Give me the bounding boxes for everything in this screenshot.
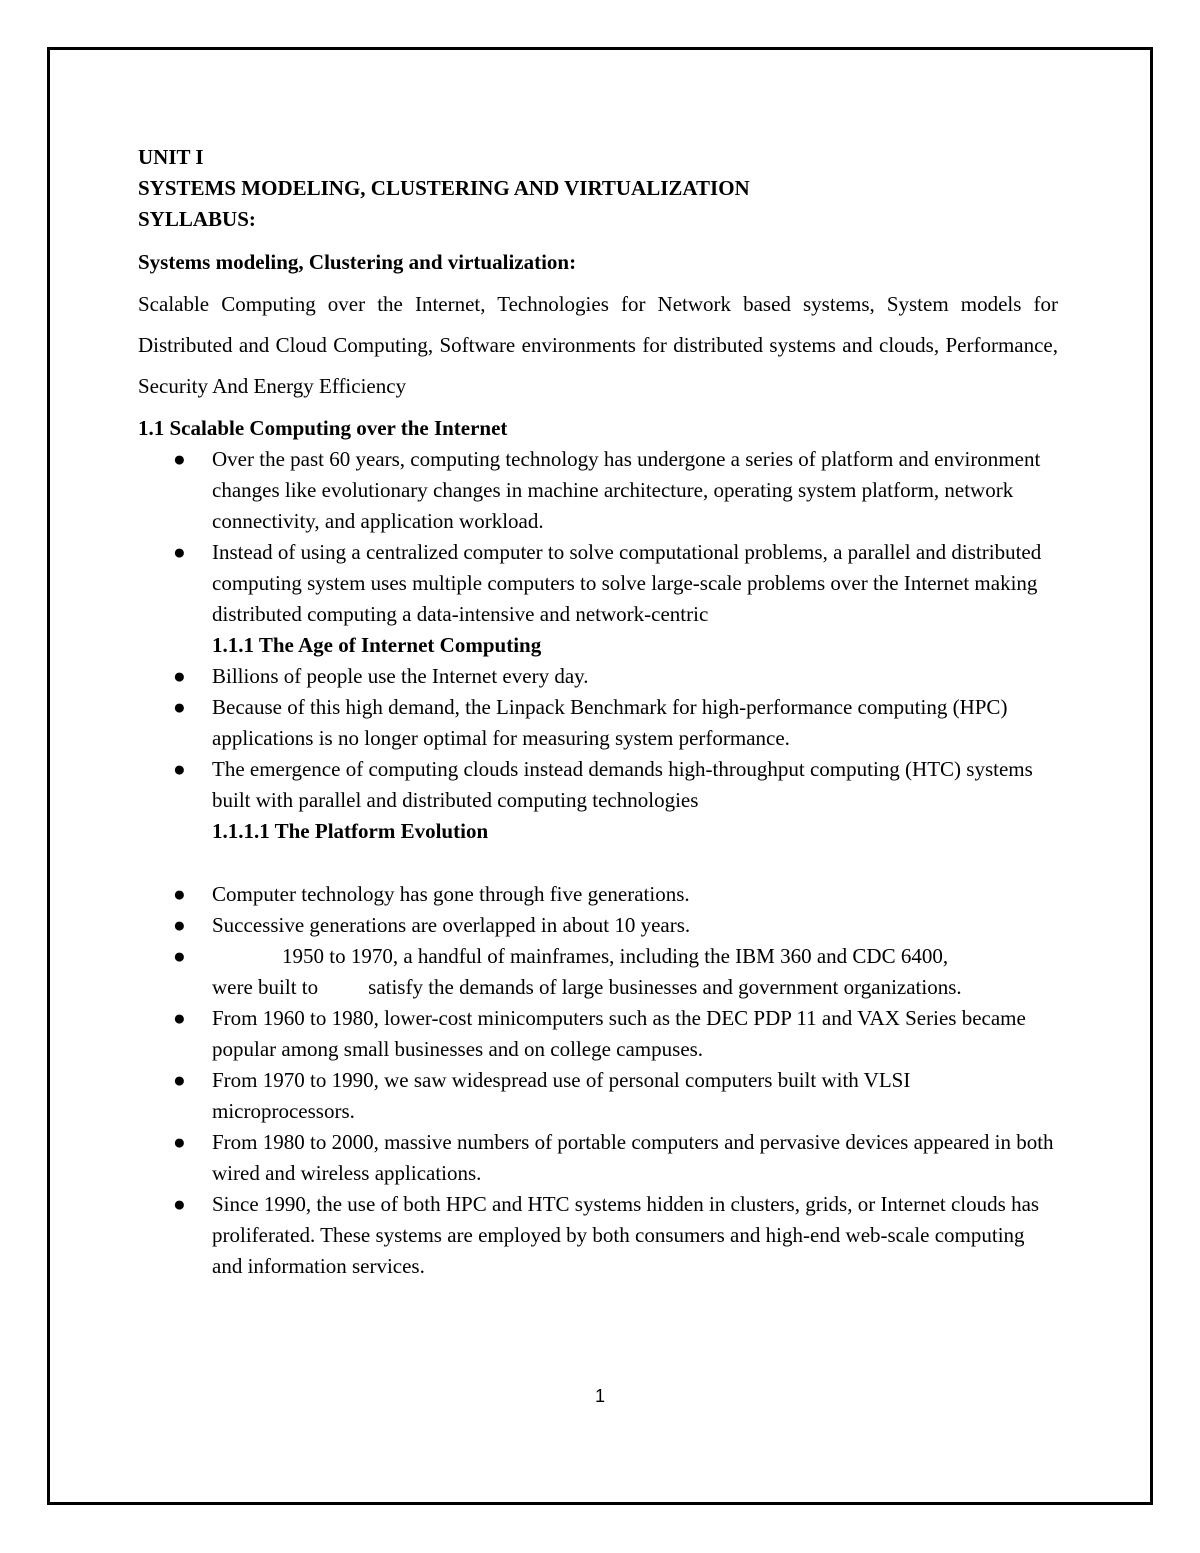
- list-item: ● Computer technology has gone through five generations.: [138, 879, 1058, 910]
- bullet-icon: ●: [173, 1130, 186, 1154]
- bullet-icon: ●: [173, 664, 186, 688]
- bullet-icon: ●: [173, 695, 186, 719]
- bullet-icon: ●: [173, 757, 186, 781]
- bullet-list-1-1: [138, 444, 1058, 630]
- list-item: ● From 1960 to 1980, lower-cost minicomputers such as the DEC PDP 11 and VAX Series became popular among small businesses and on college campuses.: [138, 1003, 1058, 1065]
- section-heading-1-1-1-1: 1.1.1.1 The Platform Evolution: [212, 819, 489, 843]
- document-body: [138, 142, 1058, 1282]
- unit-title: SYSTEMS MODELING, CLUSTERING AND VIRTUALIZATION: [138, 176, 750, 200]
- syllabus-text: Scalable Computing over the Internet, Technologies for Network based systems, System models for Distributed and Cloud Computing, Software environments for distributed systems and clouds, Performance, Security And Energy Efficiency: [138, 292, 1058, 398]
- bullet-icon: ●: [173, 913, 186, 937]
- list-item: ● From 1970 to 1990, we saw widespread use of personal computers built with VLSI microprocessors.: [138, 1065, 1058, 1127]
- bullet-icon: ●: [173, 882, 186, 906]
- bullet-icon: ●: [173, 1068, 186, 1092]
- list-item: ● Because of this high demand, the Linpack Benchmark for high-performance computing (HPC) applications is no longer optimal for measuring system performance.: [138, 692, 1058, 754]
- bullet-icon: ●: [173, 944, 186, 968]
- list-item: ● The emergence of computing clouds instead demands high-throughput computing (HTC) systems built with parallel and distributed computing technologies: [138, 754, 1058, 816]
- bullet-icon: ●: [173, 1192, 186, 1216]
- list-item: ● Successive generations are overlapped in about 10 years.: [138, 910, 1058, 941]
- syllabus-heading: Systems modeling, Clustering and virtualization:: [138, 250, 577, 274]
- page-number: 1: [594, 1386, 605, 1406]
- list-item: ● Instead of using a centralized computer to solve computational problems, a parallel and distributed computing system uses multiple computers to solve large-scale problems over the Internet making distributed computing a data-intensive and network-centric: [138, 537, 1058, 630]
- list-item: ● Over the past 60 years, computing technology has undergone a series of platform and environment changes like evolutionary changes in machine architecture, operating system platform, network connectivity, and application workload.: [138, 444, 1058, 537]
- syllabus-label: SYLLABUS:: [138, 207, 256, 231]
- list-item: ● Since 1990, the use of both HPC and HTC systems hidden in clusters, grids, or Internet clouds has proliferated. These systems are employed by both consumers and high-end web-scale computing and information services.: [138, 1189, 1058, 1282]
- section-heading-1-1: 1.1 Scalable Computing over the Internet: [138, 416, 508, 440]
- bullet-icon: ●: [173, 1006, 186, 1030]
- list-item: ● Billions of people use the Internet every day.: [138, 661, 1058, 692]
- bullet-icon: ●: [173, 540, 186, 564]
- bullet-list-1-1-1: [138, 661, 1058, 816]
- list-item: ● 1950 to 1970, a handful of mainframes, including the IBM 360 and CDC 6400, were built to satisfy the demands of large businesses and government organizations.: [138, 941, 1058, 1003]
- list-item: ● From 1980 to 2000, massive numbers of portable computers and pervasive devices appeared in both wired and wireless applications.: [138, 1127, 1058, 1189]
- section-heading-1-1-1: 1.1.1 The Age of Internet Computing: [212, 633, 542, 657]
- bullet-icon: ●: [173, 447, 186, 471]
- unit-label: UNIT I: [138, 145, 204, 169]
- bullet-list-1-1-1-1: [138, 879, 1058, 1282]
